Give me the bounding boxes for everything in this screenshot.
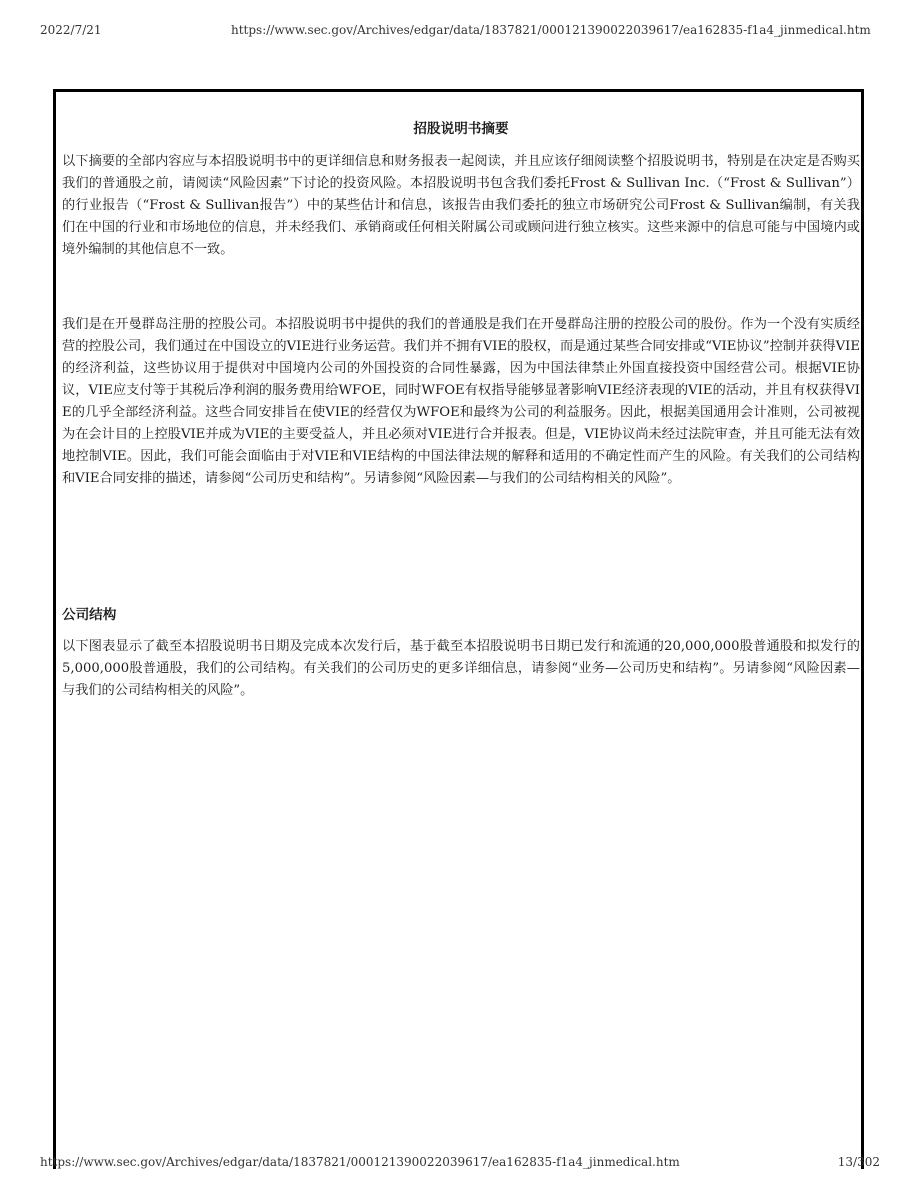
paragraph-corporate-structure-text: 以下图表显示了截至本招股说明书日期及完成本次发行后，基于截至本招股说明书日期已发行和流通的20,000,000股普通股和拟发行的5,000,000股普通股，我们的公司结构。有关我们的公司历史的更多详细信息，请参阅“业务—公司历史和结构”。另请参阅“风险因素—与我们的公司结构相关的风险”。 <box>62 639 860 698</box>
paragraph-holding-company-text: 我们是在开曼群岛注册的控股公司。本招股说明书中提供的我们的普通股是我们在开曼群岛注册的控股公司的股份。作为一个没有实质经营的控股公司，我们通过在中国设立的VIE进行业务运营。我们并不拥有VIE的股权，而是通过某些合同安排或“VIE协议”控制并获得VIE的经济利益，这些协议用于提供对中国境内公司的外国投资的合同性暴露，因为中国法律禁止外国直接投资中国经营公司。根据VIE协议，VIE应支付等于其税后净利润的服务费用给WFOE，同时WFOE有权指导能够显著影响VIE经济表现的VIE的活动，并且有权获得VIE的几乎全部经济利益。这些合同安排旨在使VIE的经营仅为WFOE和最终为公司的利益服务。因此，根据美国通用会计准则，公司被视为在会计目的上控股VIE并成为VIE的主要受益人，并且必须对VIE进行合并报表。但是，VIE协议尚未经过法院审查，并且可能无法有效地控制VIE。因此，我们可能会面临由于对VIE和VIE结构的中国法律法规的解释和适用的不确定性而产生的风险。有关我们的公司结构和VIE合同安排的描述，请参阅“公司历史和结构”。另请参阅“风险因素—与我们的公司结构相关的风险”。 <box>62 317 860 486</box>
paragraph-holding-company <box>62 314 860 490</box>
page-title: 招股说明书摘要 <box>413 121 509 137</box>
footer-url: https://www.sec.gov/Archives/edgar/data/1837821/000121390022039617/ea162835-f1a4_jinmedical.htm <box>40 1155 680 1169</box>
header-date: 2022/7/21 <box>40 23 102 37</box>
paragraph-summary-text: 以下摘要的全部内容应与本招股说明书中的更详细信息和财务报表一起阅读，并且应该仔细阅读整个招股说明书，特别是在决定是否购买我们的普通股之前，请阅读“风险因素”下讨论的投资风险。本招股说明书包含我们委托Frost & Sullivan Inc.（“Frost & Sullivan”）的行业报告（“Frost & Sullivan报告”）中的某些估计和信息，该报告由我们委托的独立市场研究公司Frost & Sullivan编制，有关我们在中国的行业和市场地位的信息，并未经我们、承销商或任何相关附属公司或顾问进行独立核实。这些来源中的信息可能与中国境内或境外编制的其他信息不一致。 <box>62 154 860 257</box>
paragraph-corporate-structure <box>62 636 860 702</box>
paragraph-summary <box>62 151 860 261</box>
header-url: https://www.sec.gov/Archives/edgar/data/1837821/000121390022039617/ea162835-f1a4_jinmedical.htm <box>231 23 871 37</box>
footer-page-number: 13/302 <box>837 1155 880 1169</box>
section-heading-corporate-structure: 公司结构 <box>62 607 117 623</box>
